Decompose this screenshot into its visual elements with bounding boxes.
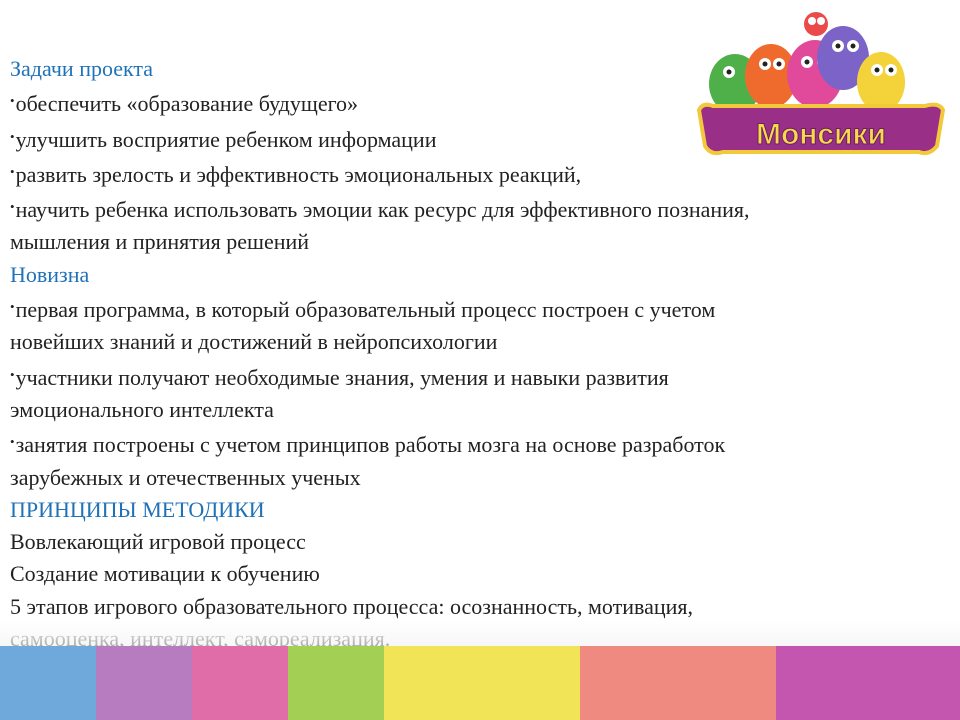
stripe-band: [192, 646, 288, 720]
monster-characters: [709, 12, 905, 114]
novelty-item: •занятия построены с учетом принципов работы мозга на основе разработок: [10, 432, 726, 458]
logo-text: Монсики: [755, 118, 887, 151]
bullet-icon: •: [10, 199, 15, 215]
principle-line: 5 этапов игрового образовательного процесса: осознанность, мотивация,: [10, 593, 694, 619]
principles-heading: ПРИНЦИПЫ МЕТОДИКИ: [10, 496, 265, 522]
novelty-item-continuation: эмоционального интеллекта: [10, 396, 274, 422]
novelty-item-continuation: новейших знаний и достижений в нейропсихологии: [10, 329, 498, 355]
novelty-item: •первая программа, в который образовательный процесс построен с учетом: [10, 297, 716, 323]
bullet-icon: •: [10, 299, 15, 315]
novelty-item: •участники получают необходимые знания, умения и навыки развития: [10, 364, 669, 390]
goals-item: •улучшить восприятие ребенком информации: [10, 126, 437, 152]
bullet-icon: •: [10, 163, 15, 179]
goals-item: •развить зрелость и эффективность эмоциональных реакций,: [10, 161, 582, 187]
principle-line: Создание мотивации к обучению: [10, 561, 320, 587]
novelty-heading: Новизна: [10, 261, 90, 287]
bullet-icon: •: [10, 93, 15, 109]
principle-line: Вовлекающий игровой процесс: [10, 529, 306, 555]
stripe-band: [580, 646, 776, 720]
bullet-icon: •: [10, 128, 15, 144]
bullet-icon: •: [10, 366, 15, 382]
goals-item-continuation: мышления и принятия решений: [10, 229, 310, 255]
stripe-band: [96, 646, 192, 720]
stripe-band: [0, 646, 96, 720]
stripe-band: [384, 646, 580, 720]
goals-item: •научить ребенка использовать эмоции как ресурс для эффективного познания,: [10, 197, 750, 223]
goals-item: •обеспечить «образование будущего»: [10, 91, 359, 117]
bullet-icon: •: [10, 434, 15, 450]
rainbow-stripe: [0, 646, 960, 720]
monsiki-logo: [693, 6, 947, 170]
stripe-band: [288, 646, 384, 720]
novelty-item-continuation: зарубежных и отечественных ученых: [10, 464, 361, 490]
goals-heading: Задачи проекта: [10, 56, 154, 81]
stripe-band: [776, 646, 960, 720]
